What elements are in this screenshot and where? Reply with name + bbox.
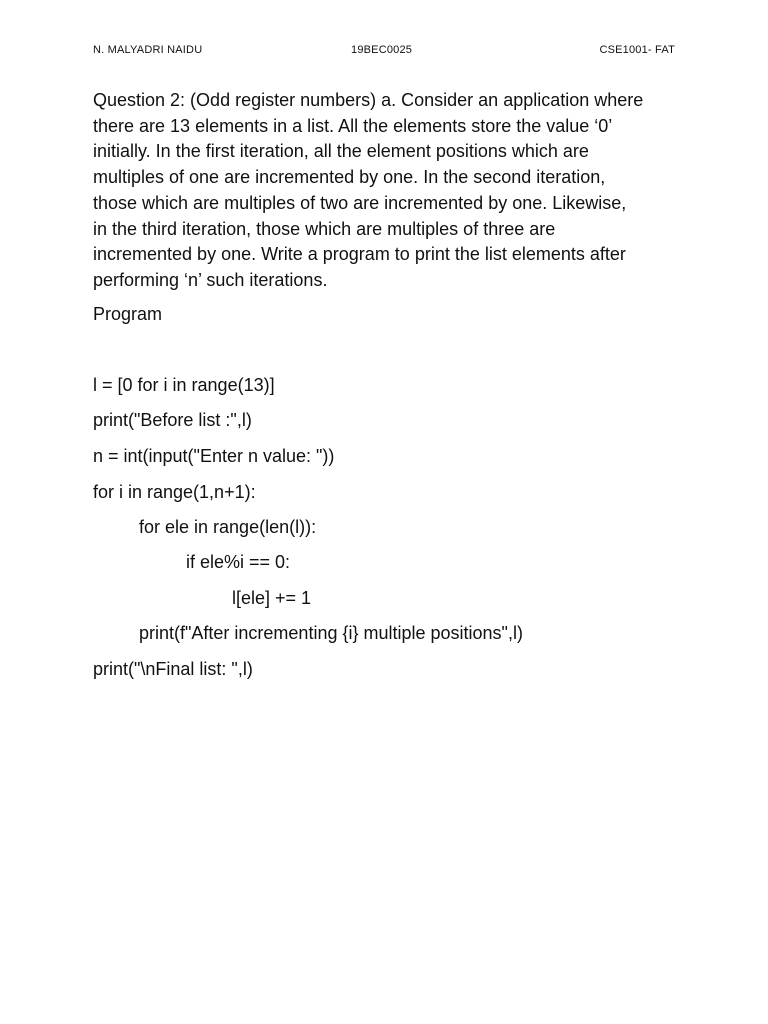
code-line: print("Before list :",l)	[93, 410, 252, 430]
code-line: if ele%i == 0:	[186, 552, 291, 572]
question-text	[93, 88, 683, 294]
question-line: multiples of one are incremented by one. In the second iteration,	[93, 167, 606, 188]
program-heading: Program	[93, 304, 163, 324]
course-code: CSE1001- FAT	[599, 44, 675, 56]
question-line: performing ‘n’ such iterations.	[93, 269, 328, 290]
register-number: 19BEC0025	[351, 44, 413, 56]
student-name: N. MALYADRI NAIDU	[93, 44, 203, 56]
question-line: those which are multiples of two are incremented by one. Likewise,	[93, 192, 627, 213]
code-line: l[ele] += 1	[232, 588, 312, 608]
code-line: n = int(input("Enter n value: "))	[93, 446, 335, 466]
code-line: print("\nFinal list: ",l)	[93, 659, 253, 679]
question-line: there are 13 elements in a list. All the elements store the value ‘0’	[93, 115, 613, 136]
code-line: print(f"After incrementing {i} multiple positions",l)	[139, 623, 523, 643]
question-line: incremented by one. Write a program to print the list elements after	[93, 244, 626, 265]
code-line: l = [0 for i in range(13)]	[93, 375, 275, 395]
question-line: in the third iteration, those which are multiples of three are	[93, 218, 556, 239]
page-header	[93, 44, 675, 60]
question-line: initially. In the first iteration, all the element positions which are	[93, 141, 589, 162]
code-line: for i in range(1,n+1):	[93, 482, 256, 502]
question-line: Question 2: (Odd register numbers) a. Consider an application where	[93, 90, 644, 110]
code-line: for ele in range(len(l)):	[139, 517, 317, 537]
